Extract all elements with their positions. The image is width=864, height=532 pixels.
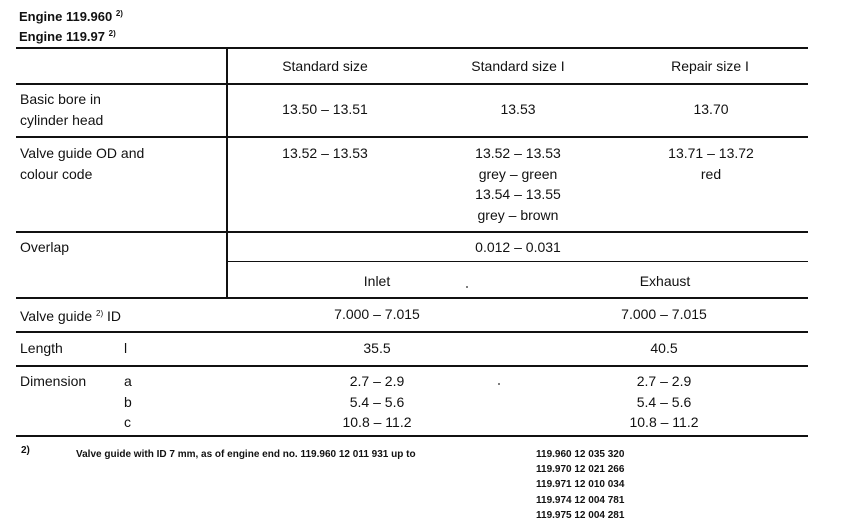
- scan-speck: [498, 383, 500, 385]
- row-label-length: Length: [20, 340, 63, 356]
- bore-standard-i: 13.53: [500, 101, 536, 117]
- od-standard: 13.52 – 13.53: [282, 145, 368, 161]
- bore-standard: 13.50 – 13.51: [282, 101, 368, 117]
- length-inlet: 35.5: [363, 340, 391, 356]
- rule-length: [16, 365, 808, 367]
- rule-columns: [16, 83, 808, 85]
- col-standard-size: Standard size: [282, 58, 368, 74]
- rule-bottom: [16, 435, 808, 437]
- bore-repair-i: 13.70: [693, 101, 729, 117]
- row-label-valve-guide-id: Valve guide $^{2)}$ ID: [20, 308, 122, 324]
- rule-bore: [16, 136, 808, 138]
- length-symbol: l: [124, 340, 128, 356]
- col-standard-size-i: Standard size I: [471, 58, 565, 74]
- footnote-text: Valve guide with ID 7 mm, as of engine end no. 119.960 12 011 931 up to: [76, 449, 416, 460]
- dimension-inlet: 2.7 – 2.9 5.4 – 5.6 10.8 – 11.2: [342, 373, 412, 430]
- subheader-exhaust: Exhaust: [639, 273, 691, 289]
- col-repair-size-i: Repair size I: [671, 58, 749, 74]
- dimension-symbols: a b c: [124, 373, 132, 430]
- valve-id-inlet: 7.000 – 7.015: [334, 306, 420, 322]
- footnote-marker: 2): [21, 445, 30, 456]
- dimension-exhaust: 2.7 – 2.9 5.4 – 5.6 10.8 – 11.2: [629, 373, 699, 430]
- od-standard-i: 13.52 – 13.53 grey – green 13.54 – 13.55 grey – brown: [475, 145, 561, 223]
- row-label-valve-guide-od: Valve guide OD and colour code: [20, 145, 145, 182]
- rule-od: [16, 231, 808, 233]
- scan-speck: [466, 286, 468, 288]
- rule-valve-id: [16, 331, 808, 333]
- subheader-inlet: Inlet: [363, 273, 391, 289]
- od-repair-i: 13.71 – 13.72 red: [668, 145, 754, 182]
- rule-top: [16, 47, 808, 49]
- rule-subheader: [16, 297, 808, 299]
- footnote-engine-list: 119.960 12 035 320 119.970 12 021 266 119.971 12 010 034 119.974 12 004 781 119.975 12 004 281: [536, 449, 625, 521]
- overlap-value: 0.012 – 0.031: [475, 239, 561, 255]
- engine-header-1: Engine 119.960 $^{2)}$: [19, 9, 123, 24]
- row-label-basic-bore: Basic bore in cylinder head: [20, 91, 104, 128]
- column-divider: [226, 47, 228, 297]
- valve-id-exhaust: 7.000 – 7.015: [621, 306, 707, 322]
- length-exhaust: 40.5: [650, 340, 678, 356]
- engine-header-2: Engine 119.97 $^{2)}$: [19, 29, 116, 44]
- row-label-overlap: Overlap: [20, 239, 70, 255]
- row-label-dimension: Dimension: [20, 373, 87, 389]
- rule-overlap-sub: [228, 261, 808, 262]
